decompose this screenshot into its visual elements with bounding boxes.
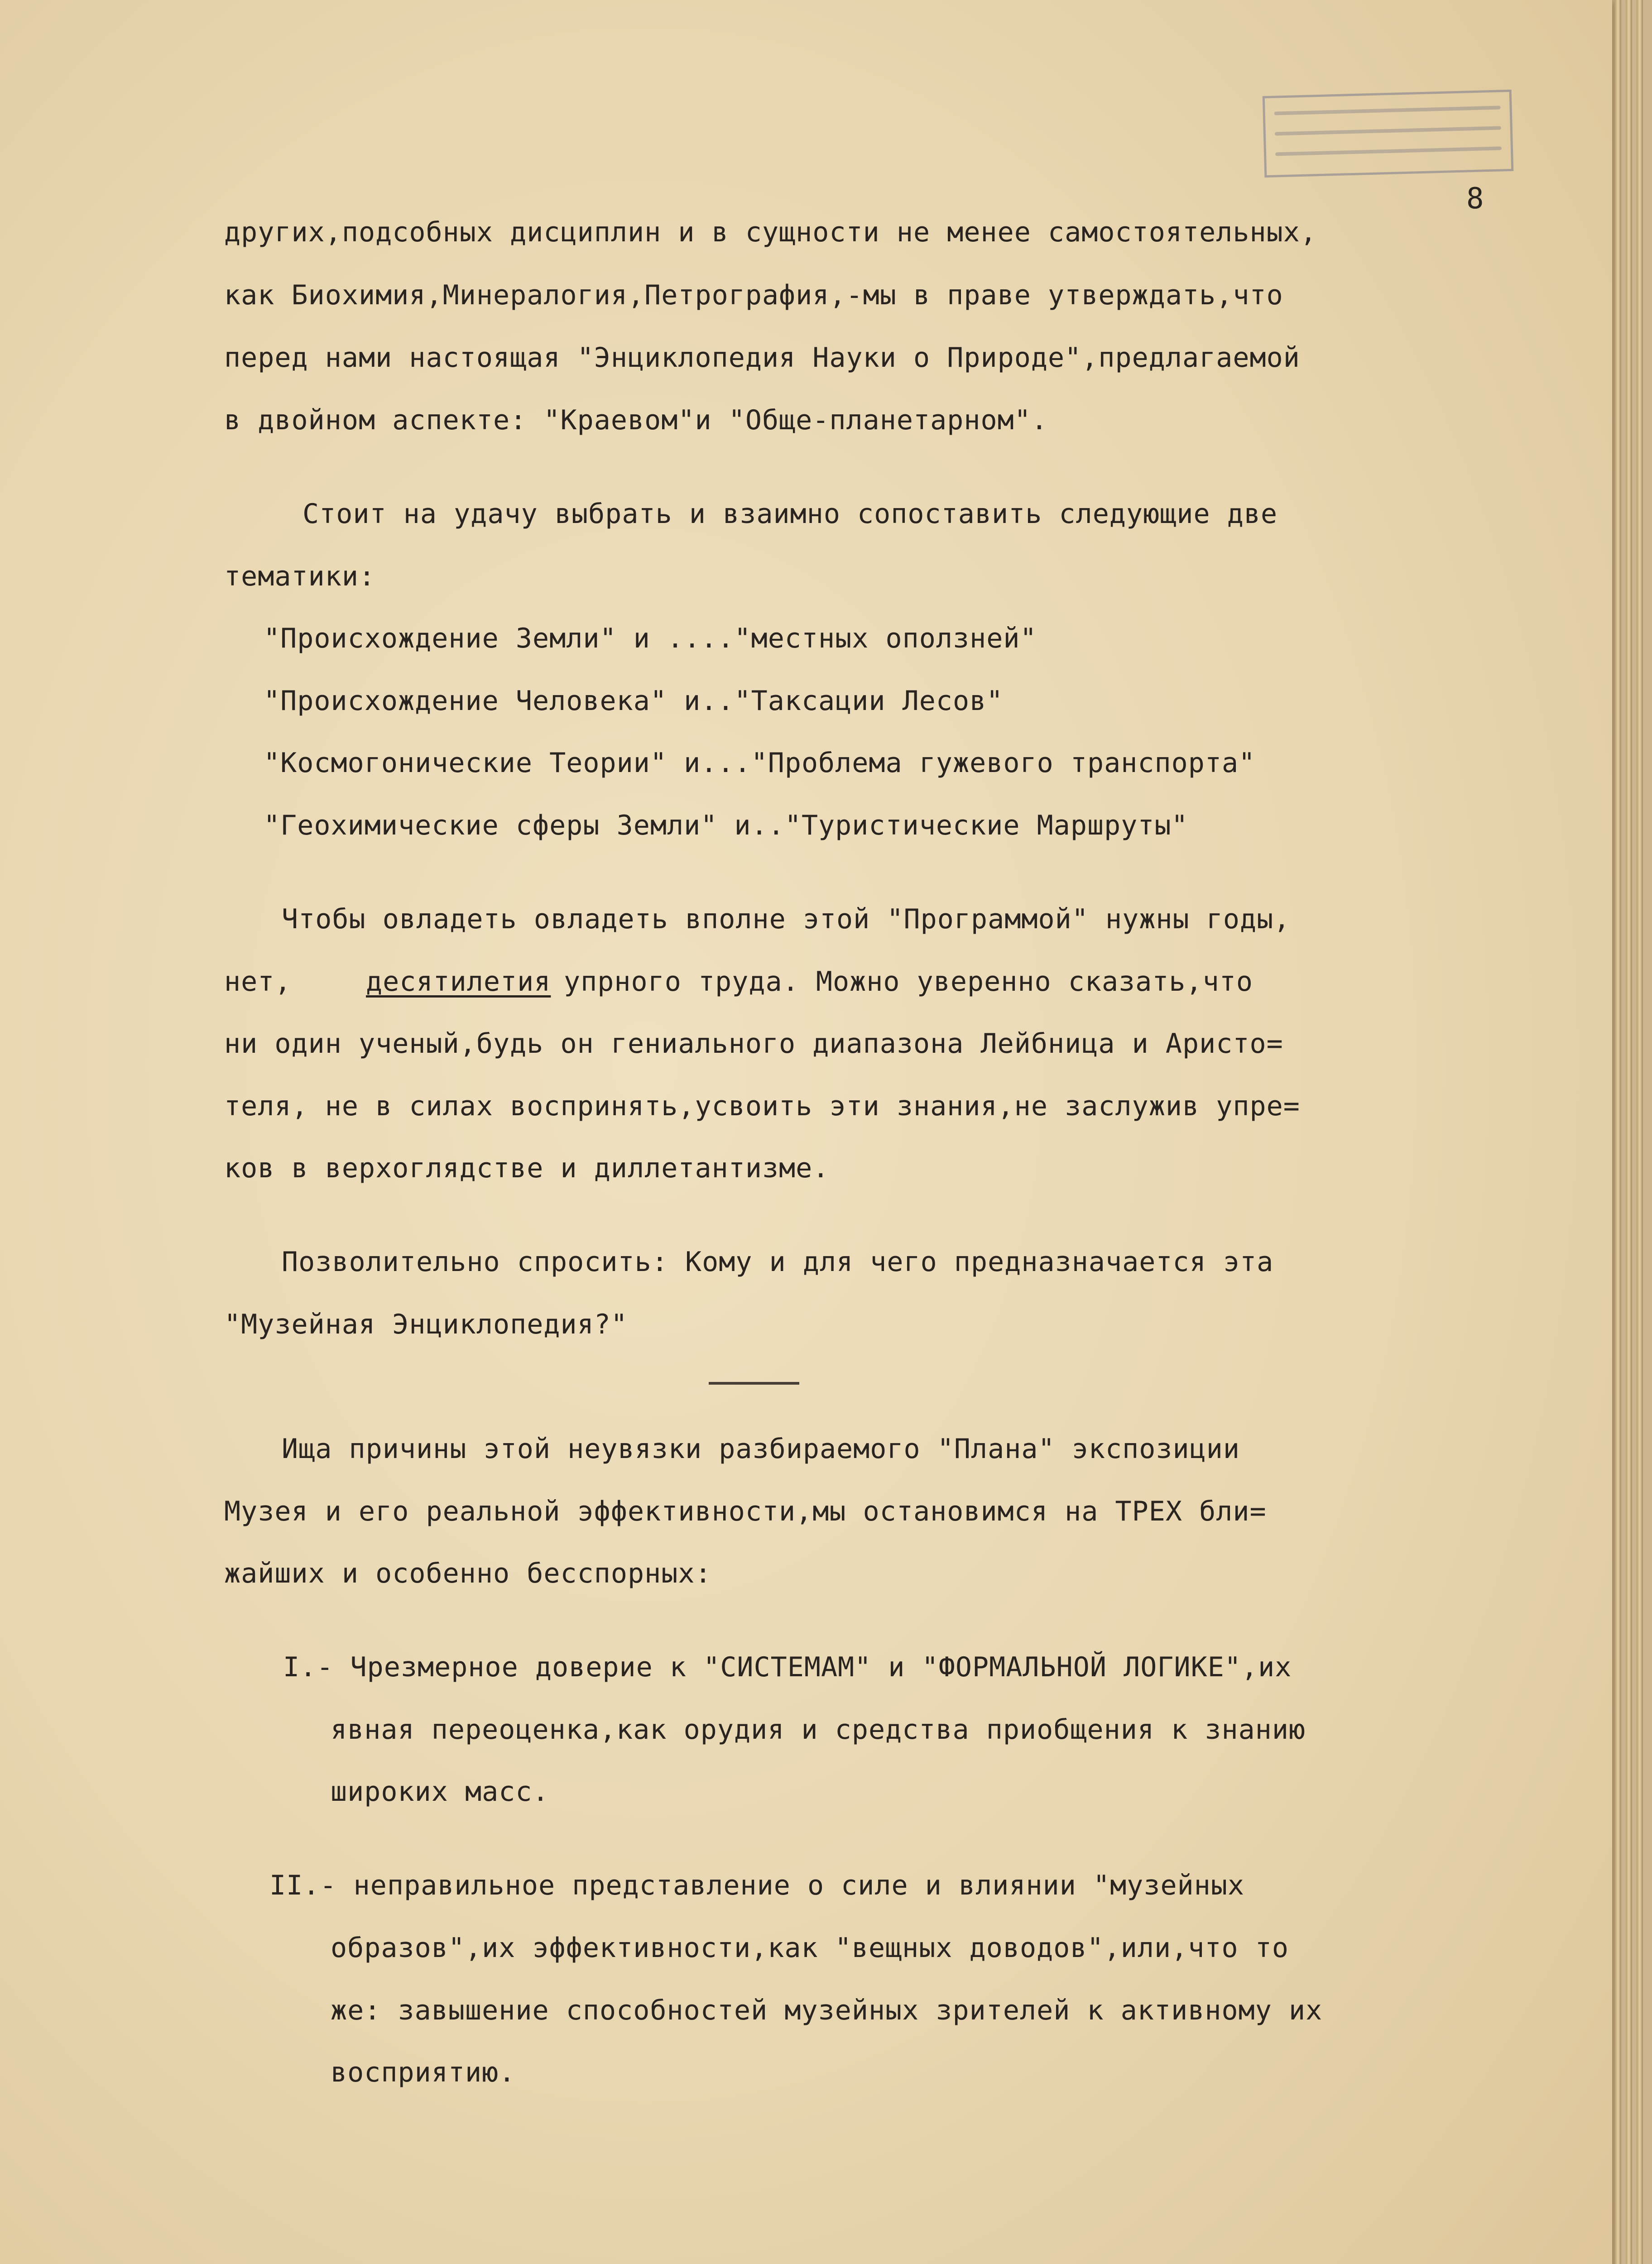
text-line: Ища причины этой неувязки разбираемого "Плана" экспозиции: [282, 1433, 1240, 1465]
text-line: широких масс.: [331, 1776, 549, 1808]
page-stack-edge: [1637, 0, 1643, 2264]
text-line: Стоит на удачу выбрать и взаимно сопоставить следующие две: [303, 498, 1278, 530]
text-line: II.- неправильное представление о силе и влиянии "музейных: [269, 1870, 1245, 1901]
text-line: I.- Чрезмерное доверие к "СИСТЕМАМ" и "ФОРМАЛЬНОЙ ЛОГИКЕ",их: [283, 1651, 1292, 1683]
text-line: "Происхождение Человека" и.."Таксации Лесов": [264, 685, 1004, 717]
text-line: "Происхождение Земли" и ...."местных оползней": [264, 623, 1037, 654]
text-line: же: завышение способностей музейных зрителей к активному их: [331, 1995, 1323, 2026]
page-number: 8: [1466, 182, 1484, 216]
underlined-word: десятилетия: [366, 966, 551, 998]
text-line: Музея и его реальной эффективности,мы остановимся на ТРЕХ бли=: [224, 1496, 1267, 1527]
text-line: в двойном аспекте: "Краевом"и "Обще-планетарном".: [224, 404, 1048, 436]
text-line: упрного труда. Можно уверенно сказать,что: [564, 966, 1253, 998]
text-line: ков в верхоглядстве и диллетантизме.: [224, 1152, 830, 1184]
text-line: ни один ученый,будь он гениального диапазона Лейбница и Аристо=: [224, 1028, 1283, 1060]
text-line: Позволительно спросить: Кому и для чего предназначается эта: [282, 1246, 1274, 1278]
text-line: нет,: [224, 966, 292, 998]
text-line: Чтобы овладеть овладеть вполне этой "Программой" нужны годы,: [282, 903, 1291, 935]
page-stack-edge: [1615, 0, 1621, 2264]
separator-dash: [709, 1382, 799, 1385]
text-line: других,подсобных дисциплин и в сущности не менее самостоятельных,: [224, 216, 1317, 248]
text-line: как Биохимия,Минералогия,Петрография,-мы в праве утверждать,что: [224, 279, 1283, 311]
text-line: восприятию.: [331, 2057, 516, 2088]
archive-stamp: [1263, 90, 1514, 177]
text-line: образов",их эффективности,как "вещных доводов",или,что то: [331, 1932, 1289, 1964]
text-line: "Космогонические Теории" и..."Проблема гужевого транспорта": [264, 747, 1256, 779]
text-line: перед нами настоящая "Энциклопедия Науки о Природе",предлагаемой: [224, 342, 1300, 374]
text-line: "Музейная Энциклопедия?": [224, 1309, 628, 1340]
text-line: явная переоценка,как орудия и средства приобщения к знанию: [331, 1714, 1306, 1746]
text-line: теля, не в силах воспринять,усвоить эти знания,не заслужив упре=: [224, 1090, 1300, 1122]
text-line: тематики:: [224, 561, 376, 592]
page-stack-edge: [1626, 0, 1632, 2264]
text-line: "Геохимические сферы Земли" и.."Туристические Маршруты": [264, 810, 1188, 841]
text-line: жайших и особенно бесспорных:: [224, 1558, 712, 1589]
